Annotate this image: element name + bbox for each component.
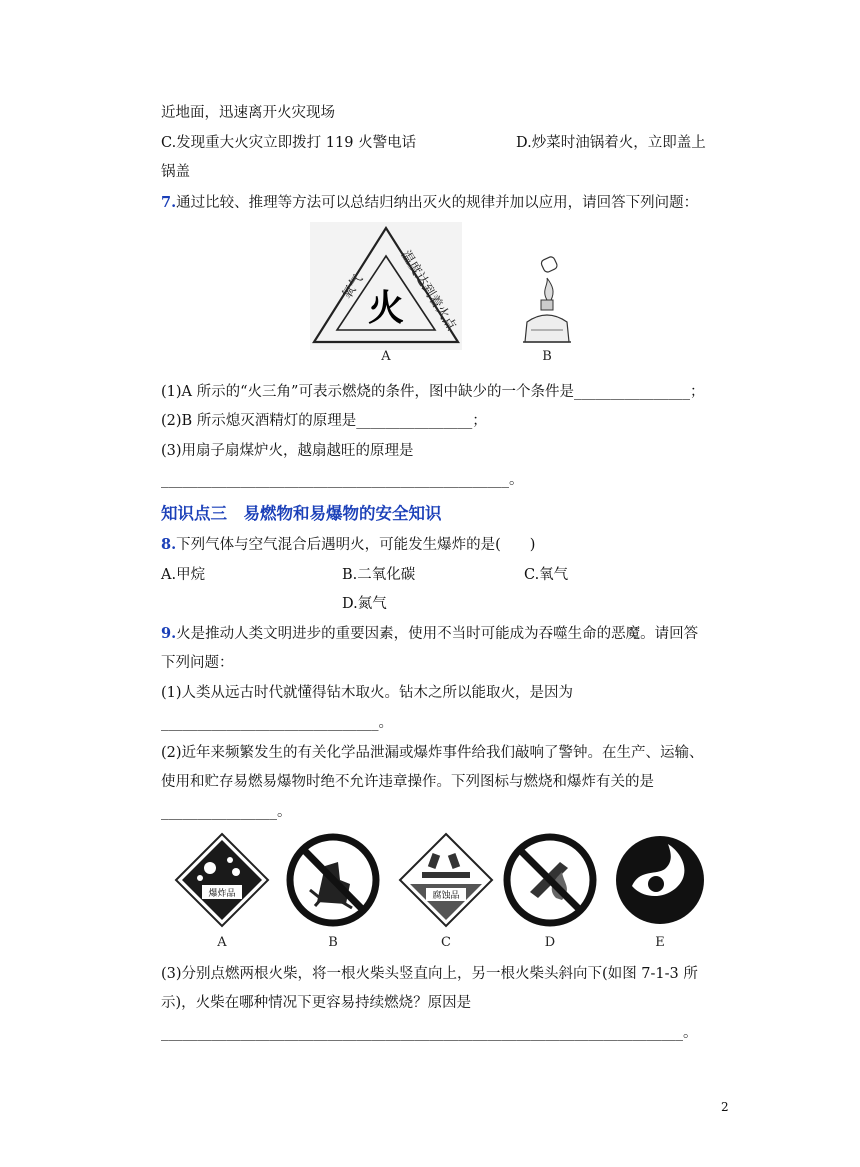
flammable-sign bbox=[616, 836, 704, 950]
option-c: C.发现重大火灾立即拨打 119 火警电话 bbox=[161, 135, 417, 151]
sign-label: C bbox=[441, 935, 451, 950]
sign-label: A bbox=[217, 935, 227, 950]
safety-signs-figure bbox=[170, 828, 718, 952]
text-line: 下列问题： bbox=[161, 655, 234, 671]
question-text: 下列气体与空气混合后遇明火，可能发生爆炸的是( ) bbox=[176, 537, 536, 553]
figure-label-a: A bbox=[381, 349, 391, 364]
answer-blank: ________________________________________________。 bbox=[161, 472, 524, 488]
answer-blank: ______________________________。 bbox=[161, 715, 393, 731]
answer-blank: ________________________________________________________________________。 bbox=[161, 1025, 698, 1041]
figure-label-b: B bbox=[542, 349, 552, 364]
question-text: 火是推动人类文明进步的重要因素，使用不当时可能成为吞噬生命的恶魔。请回答 bbox=[176, 626, 699, 642]
question-9-part-2: (2)近年来频繁发生的有关化学品泄漏或爆炸事件给我们敲响了警钟。在生产、运输、 bbox=[161, 745, 704, 761]
answer-blank: ________________。 bbox=[161, 804, 292, 820]
question-9-part-1: (1)人类从远古时代就懂得钻木取火。钻木之所以能取火，是因为 bbox=[161, 685, 574, 701]
sign-label: B bbox=[328, 935, 338, 950]
question-7-part-3: (3)用扇子扇煤炉火，越扇越旺的原理是 bbox=[161, 443, 414, 459]
sign-label: E bbox=[655, 935, 665, 950]
option-a: A.甲烷 bbox=[161, 567, 206, 583]
text-line: 锅盖 bbox=[161, 164, 190, 180]
triangle-left-label: 氧气 bbox=[339, 272, 367, 303]
no-stacking-sign bbox=[290, 837, 376, 950]
option-d: D.氮气 bbox=[342, 596, 387, 612]
triangle-center-char: 火 bbox=[367, 287, 405, 329]
question-text: 通过比较、推理等方法可以总结归纳出灭火的规律并加以应用，请回答下列问题： bbox=[176, 195, 699, 211]
question-8 bbox=[161, 535, 535, 555]
triangle-right-label: 温度达到着火点 bbox=[397, 248, 459, 334]
fire-triangle-diagram bbox=[310, 222, 462, 364]
question-7 bbox=[161, 193, 698, 213]
question-7-part-2: (2)B 所示熄灭酒精灯的原理是________________； bbox=[161, 413, 487, 429]
question-number: 7. bbox=[161, 194, 177, 211]
option-b: B.二氧化碳 bbox=[342, 567, 416, 583]
alcohol-lamp-diagram bbox=[523, 256, 571, 364]
fire-triangle-figure bbox=[305, 222, 585, 364]
corrosive-sign bbox=[400, 834, 492, 950]
sign-label: D bbox=[544, 935, 556, 950]
explosive-sign bbox=[176, 834, 268, 950]
question-number: 9. bbox=[161, 625, 177, 642]
question-number: 8. bbox=[161, 536, 177, 553]
sign-c-text: 腐蚀品 bbox=[432, 891, 460, 901]
no-fire-sign bbox=[507, 837, 593, 950]
section-heading: 知识点三 易燃物和易爆物的安全知识 bbox=[161, 504, 442, 523]
option-c: C.氧气 bbox=[524, 567, 569, 583]
question-7-part-1: (1)A 所示的“火三角”可表示燃烧的条件，图中缺少的一个条件是________________； bbox=[161, 384, 705, 400]
sign-a-text: 爆炸品 bbox=[208, 889, 236, 899]
question-9-part-3: (3)分别点燃两根火柴，将一根火柴头竖直向上，另一根火柴头斜向下(如图 7-1-3 所 bbox=[161, 966, 698, 982]
page-number: 2 bbox=[721, 1100, 729, 1114]
option-d: D.炒菜时油锅着火，立即盖上 bbox=[516, 135, 706, 151]
text-line: 近地面，迅速离开火灾现场 bbox=[161, 105, 335, 121]
question-9 bbox=[161, 624, 698, 644]
text-line: 使用和贮存易燃易爆物时绝不允许违章操作。下列图标与燃烧和爆炸有关的是 bbox=[161, 774, 654, 790]
text-line: 示)，火柴在哪种情况下更容易持续燃烧？原因是 bbox=[161, 995, 472, 1011]
